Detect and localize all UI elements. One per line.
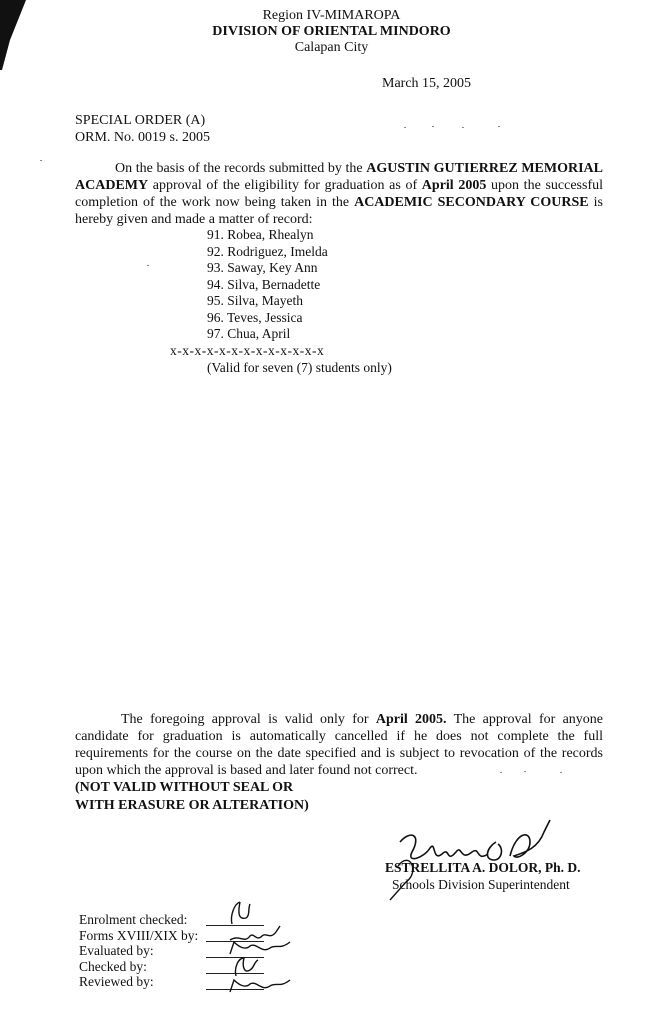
school-name: AGUSTIN GUTIERREZ MEMORIAL ACADEMY bbox=[75, 161, 603, 193]
scan-speck bbox=[40, 160, 42, 161]
order-date: March 15, 2005 bbox=[382, 76, 472, 91]
separator-line: x-x-x-x-x-x-x-x-x-x-x-x-x bbox=[170, 343, 325, 358]
order-number: ORM. No. 0019 s. 2005 bbox=[75, 130, 210, 145]
approval-text-part: On the basis of the records submitted by the bbox=[115, 161, 367, 176]
graduation-date: April 2005 bbox=[421, 178, 487, 193]
scan-speck bbox=[147, 265, 149, 266]
validity-paragraph bbox=[75, 711, 603, 779]
validity-date: April 2005. bbox=[375, 712, 447, 727]
validity-note: (Valid for seven (7) students only) bbox=[207, 360, 392, 375]
warning-line: (NOT VALID WITHOUT SEAL OR bbox=[75, 780, 294, 795]
scan-speck bbox=[524, 771, 526, 772]
list-item: 97. Chua, April bbox=[207, 326, 291, 341]
signatory-name: ESTRELLITA A. DOLOR, Ph. D. bbox=[385, 860, 581, 875]
approval-text-part: approval of the eligibility for graduation as of bbox=[148, 178, 422, 193]
scan-speck bbox=[498, 126, 500, 127]
order-title: SPECIAL ORDER (A) bbox=[75, 113, 206, 128]
scan-speck bbox=[432, 126, 434, 127]
warning-line: WITH ERASURE OR ALTERATION) bbox=[75, 798, 309, 813]
student-list bbox=[207, 227, 328, 343]
approval-text-part: is hereby given and made a matter of record: bbox=[75, 195, 603, 227]
course-name: ACADEMIC SECONDARY COURSE bbox=[354, 195, 589, 210]
scan-speck bbox=[462, 127, 464, 128]
checklist-label: Enrolment checked: bbox=[79, 912, 188, 927]
checklist-initials bbox=[210, 896, 300, 996]
city-text: Calapan City bbox=[294, 40, 369, 55]
order-heading bbox=[75, 112, 210, 146]
checklist-label: Checked by: bbox=[79, 958, 147, 974]
list-item: 92. Rodriguez, Imelda bbox=[207, 243, 328, 259]
list-item: 95. Silva, Mayeth bbox=[207, 293, 303, 308]
checklist-label: Reviewed by: bbox=[79, 974, 154, 989]
list-item: 96. Teves, Jessica bbox=[207, 309, 303, 325]
seal-warning bbox=[75, 779, 309, 815]
region-text: Region IV-MIMAROPA bbox=[262, 8, 401, 23]
list-item: 93. Saway, Key Ann bbox=[207, 260, 318, 275]
list-item: 94. Silva, Bernadette bbox=[207, 276, 321, 292]
validity-text-part: The foregoing approval is valid only for bbox=[121, 712, 376, 727]
scan-speck bbox=[560, 772, 562, 773]
checklist-label: Evaluated by: bbox=[79, 943, 154, 958]
scan-speck bbox=[500, 772, 502, 773]
approval-text-part: upon the successful completion of the work now being taken in the bbox=[75, 178, 603, 210]
checklist-label: Forms XVIII/XIX by: bbox=[79, 927, 199, 943]
scan-speck bbox=[404, 127, 406, 128]
validity-text-part: The approval for anyone candidate for graduation is automatically cancelled if he does not complete the full requirements for the course on the date specified and is subject to revocation of the records upon which the approval is based and later found not correct. bbox=[75, 712, 604, 778]
division-text: DIVISION OF ORIENTAL MINDORO bbox=[212, 24, 451, 39]
footer-checklist bbox=[79, 912, 198, 990]
list-item: 91. Robea, Rhealyn bbox=[207, 227, 314, 242]
approval-paragraph bbox=[75, 160, 603, 228]
signatory-title: Schools Division Superintendent bbox=[392, 877, 570, 892]
document-header bbox=[0, 8, 663, 56]
